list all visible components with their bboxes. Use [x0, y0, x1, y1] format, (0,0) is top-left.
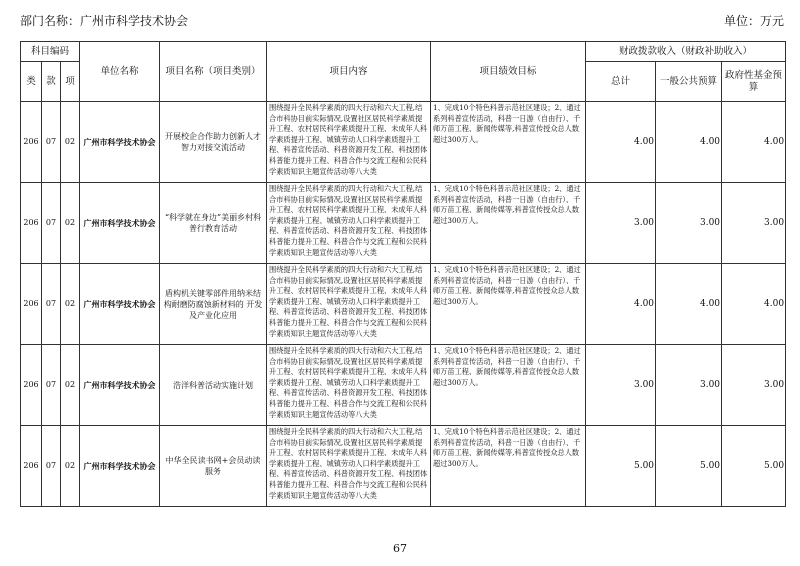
general-budget-cell: 4.00 [656, 264, 722, 345]
table-row [21, 183, 786, 264]
content-cell: 围绕提升全民科学素质的四大行动和六大工程,结合市科协目前实际情况,设置社区居民科学素质提升工程、农村居民科学素质提升工程、未成年人科学素质提升工程、城镇劳动人口科学素质提升工程、科普宣传活动、科普资源开发工程、科技团体科普能力提升工程、科普合作与交流工程和公民科学素质知识主题宣传活动等八大类 [267, 345, 431, 426]
target-cell: 1、完成10个特色科普示范社区建设；2、通过系列科普宣传活动，科普一日游（自由行）、千师万苗工程、新闻传媒等,科普宣传授众总人数超过300万人。 [431, 426, 586, 507]
budget-table [20, 41, 786, 507]
general-budget-cell: 3.00 [656, 183, 722, 264]
department-name: 部门名称：广州市科学技术协会 [20, 14, 189, 28]
lei-cell: 206 [21, 426, 42, 507]
project-content-header: 项目内容 [267, 42, 431, 102]
general-budget-cell: 3.00 [656, 345, 722, 426]
xiang-cell: 02 [61, 264, 80, 345]
kuan-cell: 07 [42, 102, 61, 183]
kuan-cell: 07 [42, 183, 61, 264]
content-cell: 围绕提升全民科学素质的四大行动和六大工程,结合市科协目前实际情况,设置社区居民科学素质提升工程、农村居民科学素质提升工程、未成年人科学素质提升工程、城镇劳动人口科学素质提升工程、科普宣传活动、科普资源开发工程、科技团体科普能力提升工程、科普合作与交流工程和公民科学素质知识主题宣传活动等八大类 [267, 183, 431, 264]
performance-target-header: 项目绩效目标 [431, 42, 586, 102]
org-cell: 广州市科学技术协会 [80, 264, 160, 345]
total-cell: 4.00 [586, 264, 656, 345]
org-cell: 广州市科学技术协会 [80, 183, 160, 264]
page-number: 67 [393, 542, 407, 555]
org-cell: 广州市科学技术协会 [80, 102, 160, 183]
kuan-cell: 07 [42, 264, 61, 345]
lei-cell: 206 [21, 183, 42, 264]
subject-code-header: 科目编码 [21, 42, 80, 62]
table-row [21, 426, 786, 507]
xiang-cell: 02 [61, 345, 80, 426]
xiang-header: 项 [61, 62, 80, 102]
funding-group-header: 财政拨款收入（财政补助收入） [586, 42, 786, 62]
content-cell: 围绕提升全民科学素质的四大行动和六大工程,结合市科协目前实际情况,设置社区居民科学素质提升工程、农村居民科学素质提升工程、未成年人科学素质提升工程、城镇劳动人口科学素质提升工程、科普宣传活动、科普资源开发工程、科技团体科普能力提升工程、科普合作与交流工程和公民科学素质知识主题宣传活动等八大类 [267, 264, 431, 345]
project-cell: 开展校企合作助力创新人才智力对接交流活动 [160, 102, 267, 183]
kuan-cell: 07 [42, 345, 61, 426]
xiang-cell: 02 [61, 183, 80, 264]
project-cell: 中华全民读书网+会员动读服务 [160, 426, 267, 507]
table-row [21, 102, 786, 183]
kuan-cell: 07 [42, 426, 61, 507]
total-cell: 3.00 [586, 345, 656, 426]
kuan-header: 款 [42, 62, 61, 102]
general-budget-header: 一般公共预算 [656, 62, 722, 102]
currency-unit: 单位：万元 [723, 14, 784, 28]
target-cell: 1、完成10个特色科普示范社区建设；2、通过系列科普宣传活动，科普一日游（自由行）、千师万苗工程、新闻传媒等,科普宣传授众总人数超过300万人。 [431, 102, 586, 183]
lei-cell: 206 [21, 264, 42, 345]
gov-fund-cell: 4.00 [722, 102, 786, 183]
gov-fund-cell: 4.00 [722, 264, 786, 345]
project-cell: 浩洋科普活动实施计划 [160, 345, 267, 426]
content-cell: 围绕提升全民科学素质的四大行动和六大工程,结合市科协目前实际情况,设置社区居民科学素质提升工程、农村居民科学素质提升工程、未成年人科学素质提升工程、城镇劳动人口科学素质提升工程、科普宣传活动、科普资源开发工程、科技团体科普能力提升工程、科普合作与交流工程和公民科学素质知识主题宣传活动等八大类 [267, 426, 431, 507]
gov-fund-header: 政府性基金预算 [722, 62, 786, 102]
lei-cell: 206 [21, 102, 42, 183]
total-header: 总计 [586, 62, 656, 102]
lei-cell: 206 [21, 345, 42, 426]
org-cell: 广州市科学技术协会 [80, 345, 160, 426]
gov-fund-cell: 5.00 [722, 426, 786, 507]
content-cell: 围绕提升全民科学素质的四大行动和六大工程,结合市科协目前实际情况,设置社区居民科学素质提升工程、农村居民科学素质提升工程、未成年人科学素质提升工程、城镇劳动人口科学素质提升工程、科普宣传活动、科普资源开发工程、科技团体科普能力提升工程、科普合作与交流工程和公民科学素质知识主题宣传活动等八大类 [267, 102, 431, 183]
target-cell: 1、完成10个特色科普示范社区建设；2、通过系列科普宣传活动，科普一日游（自由行）、千师万苗工程、新闻传媒等,科普宣传授众总人数超过300万人。 [431, 183, 586, 264]
table-row [21, 345, 786, 426]
total-cell: 4.00 [586, 102, 656, 183]
total-cell: 5.00 [586, 426, 656, 507]
org-cell: 广州市科学技术协会 [80, 426, 160, 507]
general-budget-cell: 5.00 [656, 426, 722, 507]
lei-header: 类 [21, 62, 42, 102]
xiang-cell: 02 [61, 426, 80, 507]
gov-fund-cell: 3.00 [722, 345, 786, 426]
project-cell: “科学就在身边”美丽乡村科普行教育活动 [160, 183, 267, 264]
project-name-header: 项目名称（项目类别） [160, 42, 267, 102]
xiang-cell: 02 [61, 102, 80, 183]
table-row [21, 264, 786, 345]
target-cell: 1、完成10个特色科普示范社区建设；2、通过系列科普宣传活动，科普一日游（自由行）、千师万苗工程、新闻传媒等,科普宣传授众总人数超过300万人。 [431, 345, 586, 426]
total-cell: 3.00 [586, 183, 656, 264]
general-budget-cell: 4.00 [656, 102, 722, 183]
project-cell: 盾构机关键零部件用纳米结构耐磨防腐蚀新材料的 开发及产业化应用 [160, 264, 267, 345]
gov-fund-cell: 3.00 [722, 183, 786, 264]
target-cell: 1、完成10个特色科普示范社区建设；2、通过系列科普宣传活动，科普一日游（自由行）、千师万苗工程、新闻传媒等,科普宣传授众总人数超过300万人。 [431, 264, 586, 345]
org-name-header: 单位名称 [80, 42, 160, 102]
